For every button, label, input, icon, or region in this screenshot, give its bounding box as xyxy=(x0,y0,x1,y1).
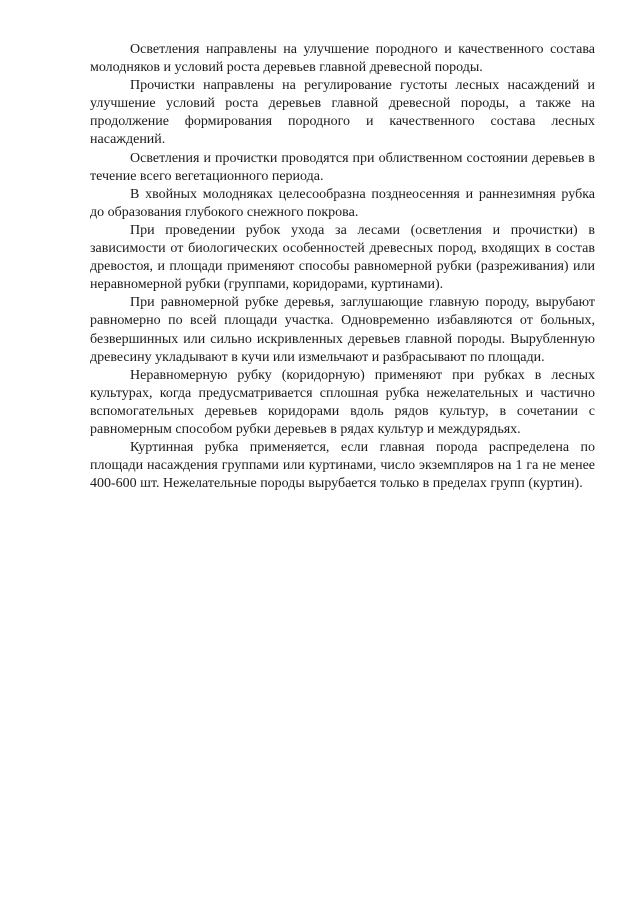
paragraph-2: Прочистки направлены на регулирование густоты лесных насаждений и улучшение условий роста деревьев главной древесной породы, а также на продолжение формирования породного и качественного состава лесных насаждений. xyxy=(90,78,595,148)
document-body xyxy=(90,41,595,493)
paragraph-5: При проведении рубок ухода за лесами (осветления и прочистки) в зависимости от биологических особенностей древесных пород, входящих в состав древостоя, и площади применяют способы равномерной рубки (разреживания) или неравномерной рубки (группами, коридорами, куртинами). xyxy=(90,222,595,293)
paragraph-6: При равномерной рубке деревья, заглушающие главную породу, вырубают равномерно по всей площади участка. Одновременно избавляются от больных, безвершинных или сильно искривленных деревьев главной породы. Вырубленную древесину укладывают в кучи или измельчают и разбрасывают по площади. xyxy=(90,295,595,365)
paragraph-1: Осветления направлены на улучшение породного и качественного состава молодняков и условий роста деревьев главной древесной породы. xyxy=(90,42,595,76)
paragraph-7: Неравномерную рубку (коридорную) применяют при рубках в лесных культурах, когда предусматривается сплошная рубка нежелательных и частично вспомогательных деревьев коридорами вдоль рядов культур, в сочетании с равномерным способом рубки деревьев в рядах культур и междурядьях. xyxy=(90,367,595,437)
paragraph-8: Куртинная рубка применяется, если главная порода распределена по площади насаждения группами или куртинами, число экземпляров на 1 га не менее 400-600 шт. Нежелательные породы вырубается только в пределах групп (куртин). xyxy=(90,440,595,492)
paragraph-4: В хвойных молодняках целесообразна позднеосенняя и раннезимняя рубка до образования глубокого снежного покрова. xyxy=(90,186,595,220)
paragraph-3: Осветления и прочистки проводятся при облиственном состоянии деревьев в течение всего вегетационного периода. xyxy=(90,150,595,184)
